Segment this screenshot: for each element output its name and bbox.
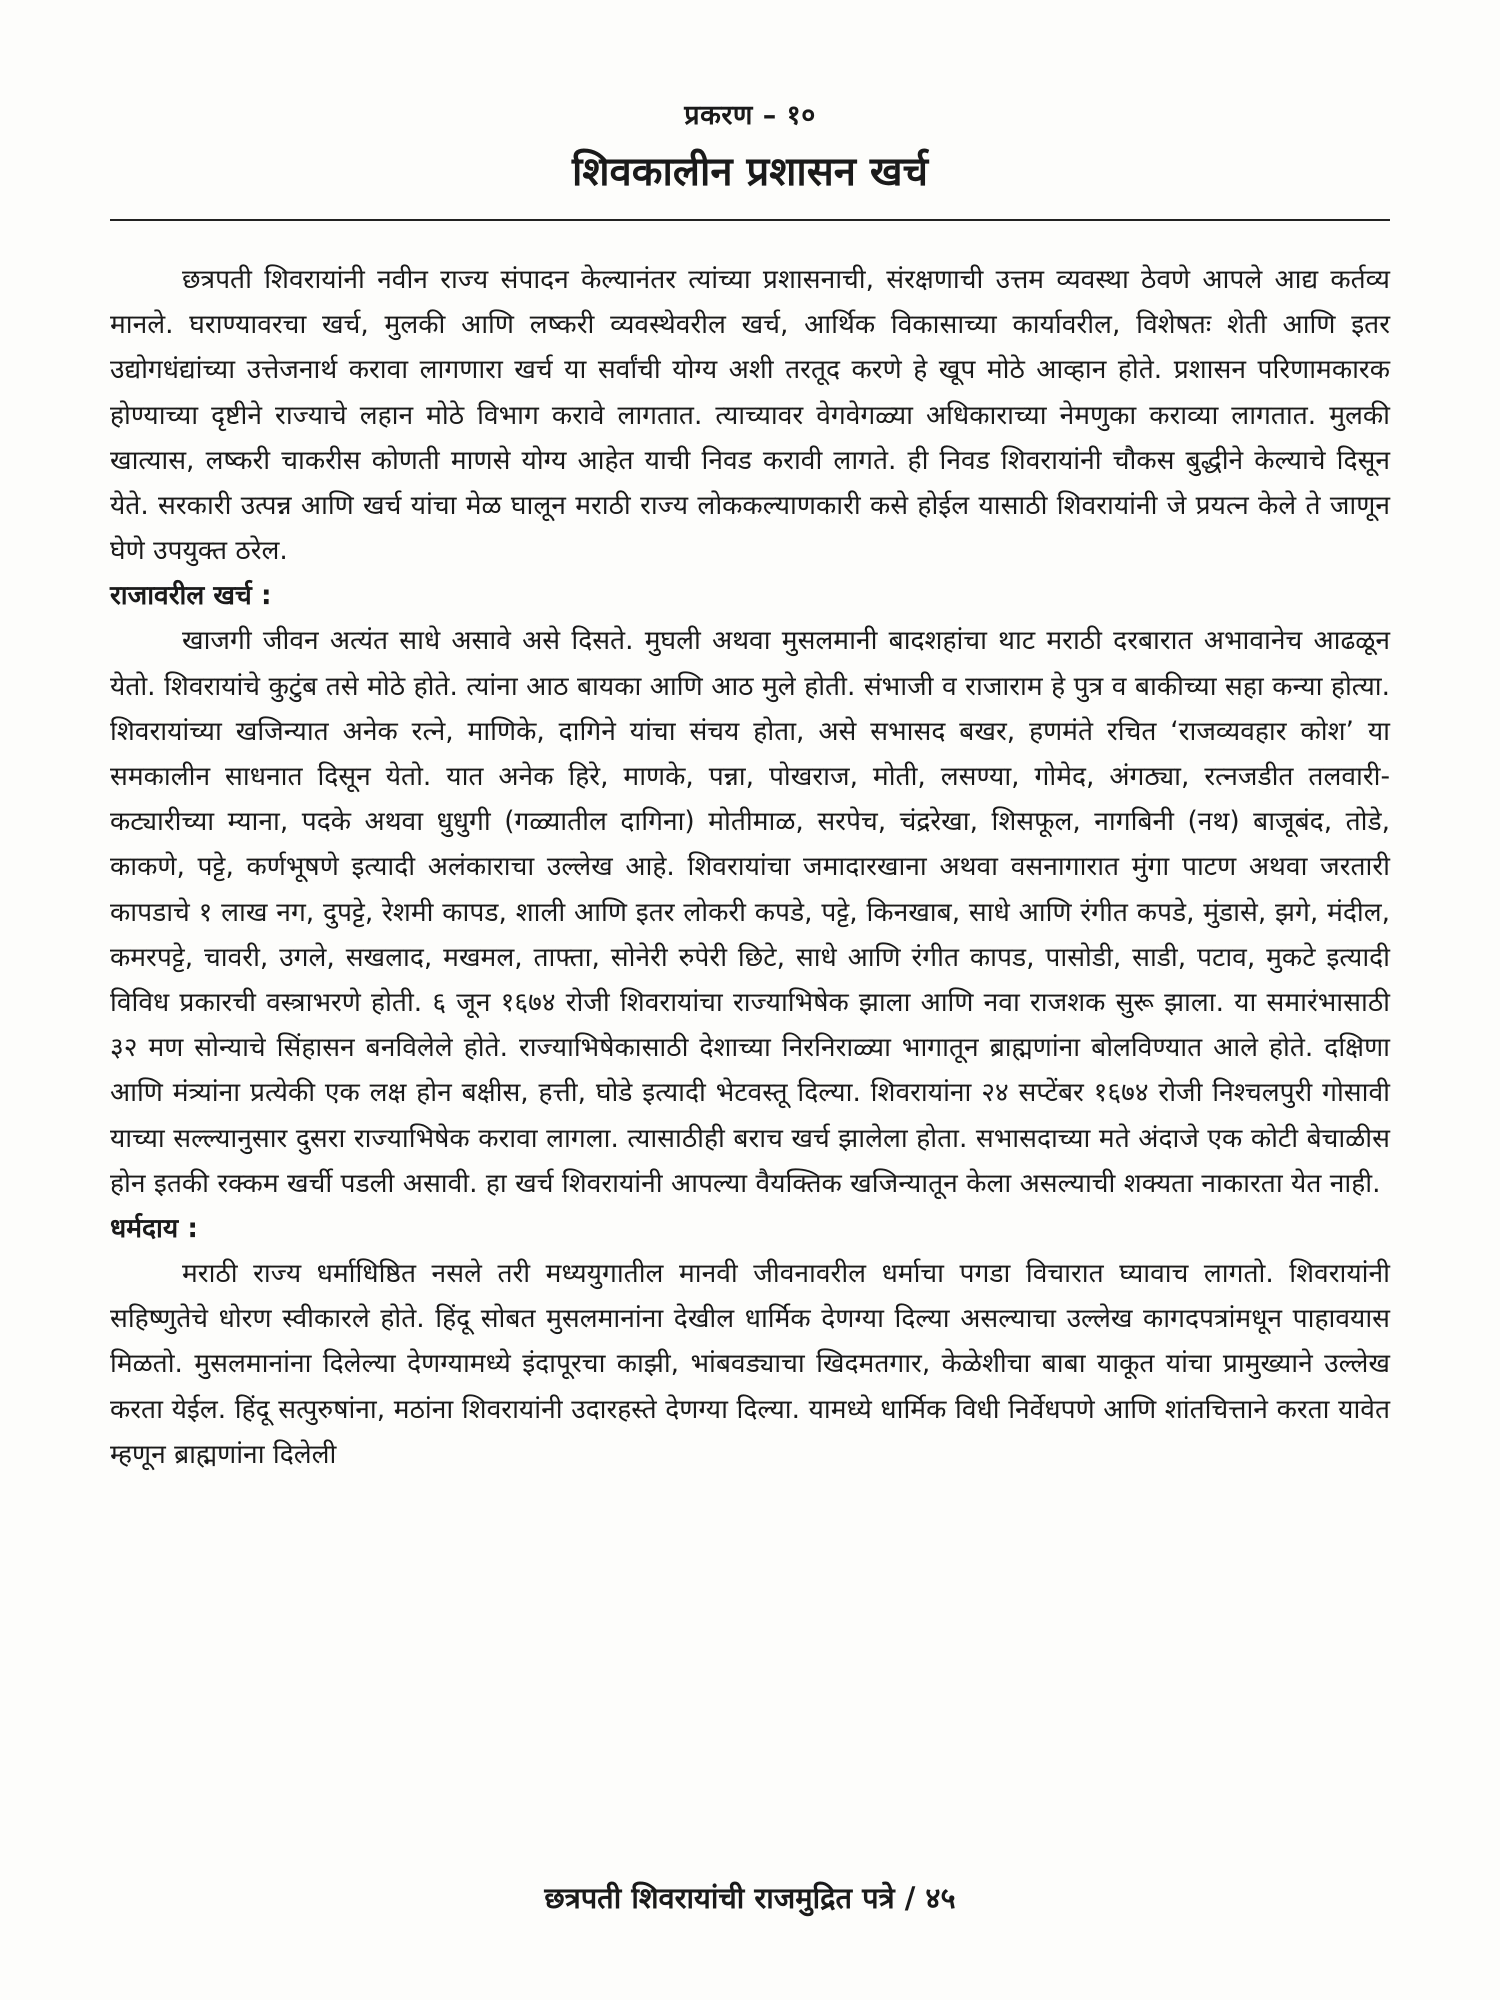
royal-expense-paragraph: खाजगी जीवन अत्यंत साधे असावे असे दिसते. मुघली अथवा मुसलमानी बादशहांचा थाट मराठी दरबारात अभावानेच आढळून येतो. शिवरायांचे कुटुंब तसे मोठे होते. त्यांना आठ बायका आणि आठ मुले होती. संभाजी व राजाराम हे पुत्र व बाकीच्या सहा कन्या होत्या. शिवरायांच्या खजिन्यात अनेक रत्ने, माणिके, दागिने यांचा संचय होता, असे सभासद बखर, हणमंते रचित ‘राजव्यवहार कोश’ या समकालीन साधनात दिसून येतो. यात अनेक हिरे, माणके, पन्ना, पोखराज, मोती, लसण्या, गोमेद, अंगठ्या, रत्नजडीत तलवारी-कट्यारीच्या म्याना, पदके अथवा धुधुगी (गळ्यातील दागिना) मोतीमाळ, सरपेच, चंद्ररेखा, शिसफूल, नागबिनी (नथ) बाजूबंद, तोडे, काकणे, पट्टे, कर्णभूषणे इत्यादी अलंकाराचा उल्लेख आहे. शिवरायांचा जमादारखाना अथवा वसनागारात मुंगा पाटण अथवा जरतारी कापडाचे १ लाख नग, दुपट्टे, रेशमी कापड, शाली आणि इतर लोकरी कपडे, पट्टे, किनखाब, साधे आणि रंगीत कपडे, मुंडासे, झगे, मंदील, कमरपट्टे, चावरी, उगले, सखलाद, मखमल, ताफ्ता, सोनेरी रुपेरी छिटे, साधे आणि रंगीत कापड, पासोडी, साडी, पटाव, मुकटे इत्यादी विविध प्रकारची वस्त्राभरणे होती. ६ जून १६७४ रोजी शिवरायांचा राज्याभिषेक झाला आणि नवा राजशक सुरू झाला. या समारंभासाठी ३२ मण सोन्याचे सिंहासन बनविलेले होते. राज्याभिषेकासाठी देशाच्या निरनिराळ्या भागातून ब्राह्मणांना बोलविण्यात आले होते. दक्षिणा आणि मंत्र्यांना प्रत्येकी एक लक्ष होन बक्षीस, हत्ती, घोडे इत्यादी भेटवस्तू दिल्या. शिवरायांना २४ सप्टेंबर १६७४ रोजी निश्चलपुरी गोसावी याच्या सल्ल्यानुसार दुसरा राज्याभिषेक करावा लागला. त्यासाठीही बराच खर्च झालेला होता. सभासदाच्या मते अंदाजे एक कोटी बेचाळीस होन इतकी रक्कम खर्ची पडली असावी. हा खर्च शिवरायांनी आपल्या वैयक्तिक खजिन्यातून केला असल्याची शक्यता नाकारता येत नाही. — [110, 625, 1391, 1199]
chapter-title: शिवकालीन प्रशासन खर्च — [571, 149, 929, 195]
intro-paragraph: छत्रपती शिवरायांनी नवीन राज्य संपादन केल्यानंतर त्यांच्या प्रशासनाची, संरक्षणाची उत्तम व्यवस्था ठेवणे आपले आद्य कर्तव्य मानले. घराण्यावरचा खर्च, मुलकी आणि लष्करी व्यवस्थेवरील खर्च, आर्थिक विकासाच्या कार्यावरील, विशेषतः शेती आणि इतर उद्योगधंद्यांच्या उत्तेजनार्थ करावा लागणारा खर्च या सर्वांची योग्य अशी तरतूद करणे हे खूप मोठे आव्हान होते. प्रशासन परिणामकारक होण्याच्या दृष्टीने राज्याचे लहान मोठे विभाग करावे लागतात. त्याच्यावर वेगवेगळ्या अधिकाराच्या नेमणुका कराव्या लागतात. मुलकी खात्यास, लष्करी चाकरीस कोणती माणसे योग्य आहेत याची निवड करावी लागते. ही निवड शिवरायांनी चौकस बुद्धीने केल्याचे दिसून येते. सरकारी उत्पन्न आणि खर्च यांचा मेळ घालून मराठी राज्य लोककल्याणकारी कसे होईल यासाठी शिवरायांनी जे प्रयत्न केले ते जाणून घेणे उपयुक्त ठरेल. — [110, 264, 1390, 567]
charity-paragraph: मराठी राज्य धर्माधिष्ठित नसले तरी मध्ययुगातील मानवी जीवनावरील धर्माचा पगडा विचारात घ्यावाच लागतो. शिवरायांनी सहिष्णुतेचे धोरण स्वीकारले होते. हिंदू सोबत मुसलमानांना देखील धार्मिक देणग्या दिल्या असल्याचा उल्लेख कागदपत्रांमधून पाहावयास मिळतो. मुसलमानांना दिलेल्या देणग्यामध्ये इंदापूरचा काझी, भांबवड्याचा खिदमतगार, केळेशीचा बाबा याकूत यांचा प्रामुख्याने उल्लेख करता येईल. हिंदू सत्पुरुषांना, मठांना शिवरायांनी उदारहस्ते देणग्या दिल्या. यामध्ये धार्मिक विधी निर्वेधपणे आणि शांतचित्ताने करता यावेत म्हणून ब्राह्मणांना दिलेली — [110, 1258, 1390, 1470]
chapter-label: प्रकरण – १० — [684, 100, 816, 131]
page-content — [110, 95, 1390, 1477]
section-heading-royal-expense: राजावरील खर्च : — [110, 580, 272, 612]
page-footer: छत्रपती शिवरायांची राजमुद्रित पत्रे / ४५ — [544, 1881, 956, 1915]
section-heading-charity: धर्मदाय : — [110, 1213, 198, 1245]
title-divider — [110, 219, 1390, 221]
